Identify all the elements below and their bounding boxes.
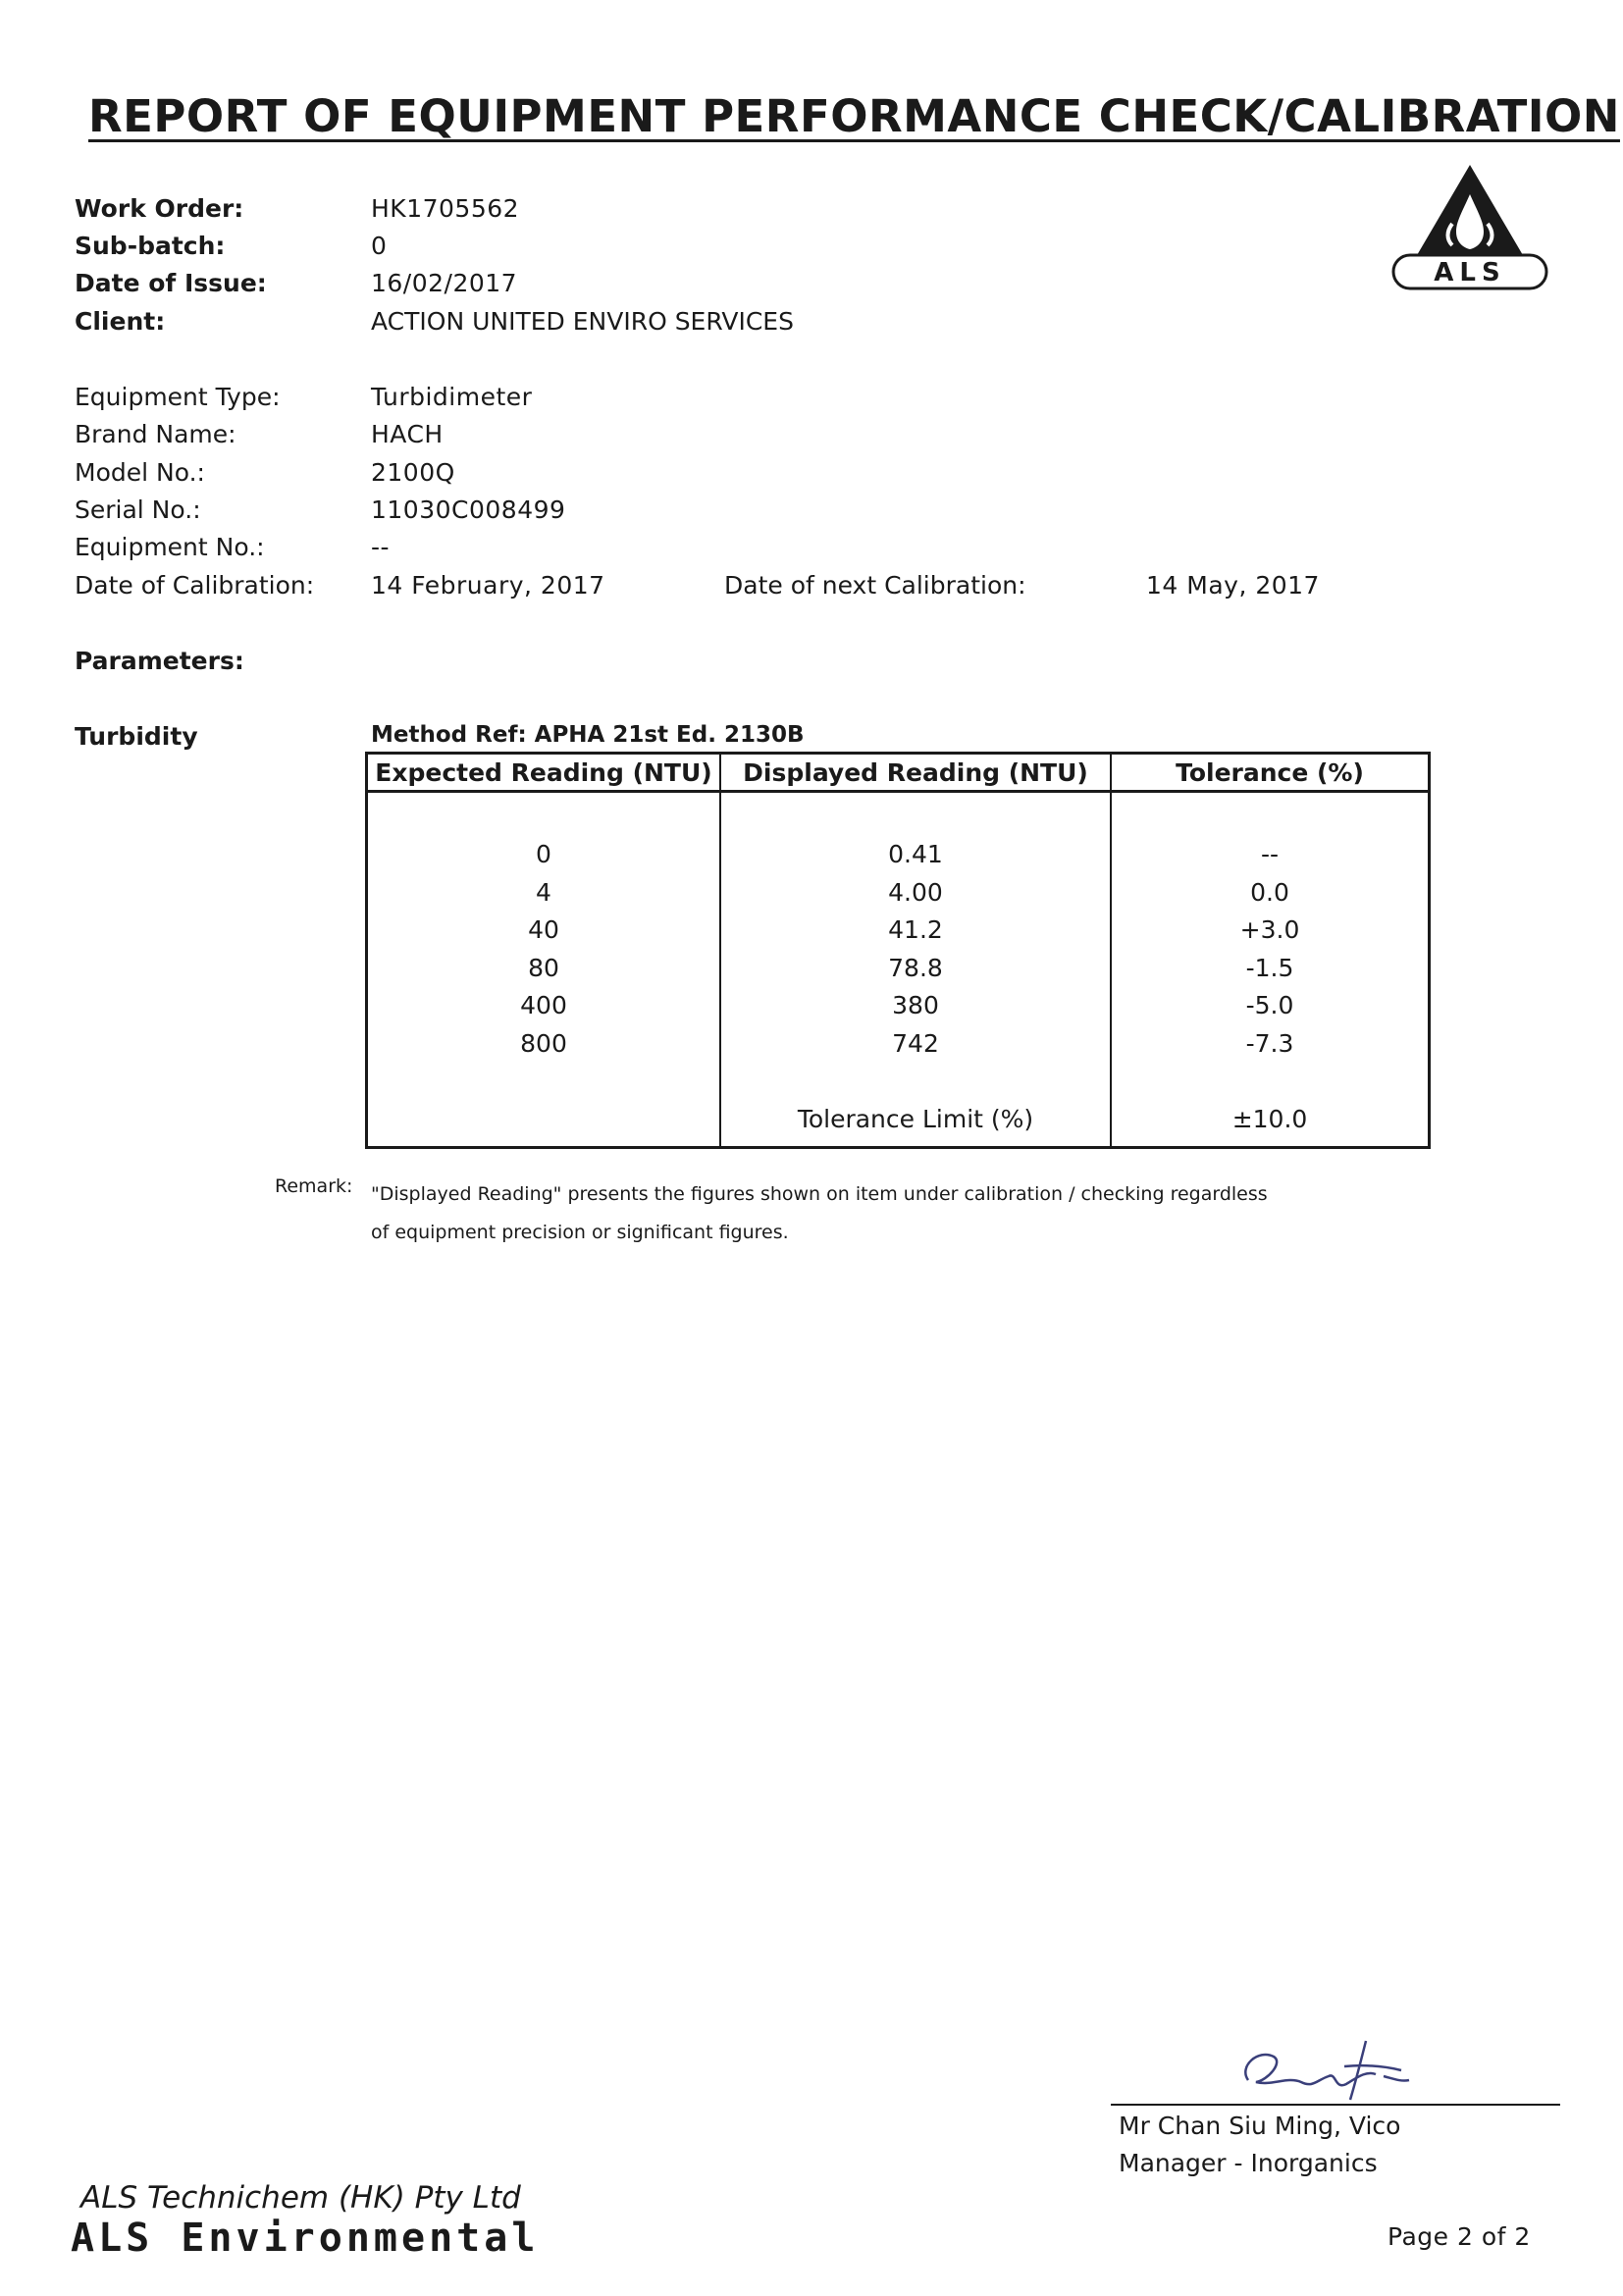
client-label: Client: xyxy=(75,307,166,336)
header-tolerance: Tolerance (%) xyxy=(1111,754,1430,792)
date-calibration-label: Date of Calibration: xyxy=(75,571,315,600)
header-displayed: Displayed Reading (NTU) xyxy=(720,754,1111,792)
sub-batch-label: Sub-batch: xyxy=(75,232,226,260)
next-calibration-value: 14 May, 2017 xyxy=(1146,571,1320,600)
brand-name-label: Brand Name: xyxy=(75,420,236,448)
parameter-name: Turbidity xyxy=(75,722,198,751)
remark-line: "Displayed Reading" presents the figures shown on item under calibration / checking regardless xyxy=(371,1183,1268,1205)
displayed-cell: 41.2 xyxy=(888,915,943,944)
expected-cell: 4 xyxy=(536,877,551,907)
table-header-row xyxy=(367,754,1430,792)
expected-cell: 40 xyxy=(528,915,559,944)
tolerance-limit-label: Tolerance Limit (%) xyxy=(797,1104,1034,1133)
report-title: REPORT OF EQUIPMENT PERFORMANCE CHECK/CALIBRATION xyxy=(88,90,1620,142)
displayed-cell: 78.8 xyxy=(888,953,943,982)
sub-batch-value: 0 xyxy=(371,232,388,260)
displayed-cell: 0.41 xyxy=(888,840,943,868)
tolerance-limit-value: ±10.0 xyxy=(1231,1104,1308,1133)
client-value: ACTION UNITED ENVIRO SERVICES xyxy=(371,307,794,336)
model-no-value: 2100Q xyxy=(371,458,455,487)
logo-text: ALS xyxy=(1434,258,1506,287)
equipment-no-label: Equipment No.: xyxy=(75,533,265,561)
tolerance-cell: 0.0 xyxy=(1250,877,1289,907)
date-calibration-value: 14 February, 2017 xyxy=(371,571,605,600)
remark-text xyxy=(371,1175,1333,1252)
tolerance-cell: -7.3 xyxy=(1245,1028,1294,1058)
signatory-name: Mr Chan Siu Ming, Vico xyxy=(1119,2112,1401,2140)
expected-cell: 400 xyxy=(520,991,567,1019)
tolerance-cell: -- xyxy=(1260,840,1280,868)
brand-name-value: HACH xyxy=(371,420,444,448)
equipment-no-value: -- xyxy=(371,533,391,561)
company-name: ALS Technichem (HK) Pty Ltd xyxy=(80,2180,521,2216)
tolerance-cell: -1.5 xyxy=(1245,953,1294,982)
parameters-label: Parameters: xyxy=(75,647,244,675)
signature-line xyxy=(1111,2104,1560,2106)
expected-cell: 0 xyxy=(536,840,551,868)
next-calibration-label: Date of next Calibration: xyxy=(724,571,1026,600)
page-number: Page 2 of 2 xyxy=(1387,2222,1531,2251)
displayed-cell: 380 xyxy=(892,991,939,1019)
method-reference: Method Ref: APHA 21st Ed. 2130B xyxy=(371,722,805,748)
table-body xyxy=(367,792,1430,1148)
calibration-table xyxy=(365,752,1431,1149)
serial-no-label: Serial No.: xyxy=(75,496,201,524)
expected-cell: 80 xyxy=(528,953,559,982)
equipment-type-value: Turbidimeter xyxy=(371,383,533,411)
signatory-title: Manager - Inorganics xyxy=(1119,2149,1378,2177)
expected-column xyxy=(367,792,721,1148)
date-issue-value: 16/02/2017 xyxy=(371,269,518,297)
header-expected: Expected Reading (NTU) xyxy=(367,754,721,792)
remark-line: of equipment precision or significant figures. xyxy=(371,1222,789,1243)
work-order-label: Work Order: xyxy=(75,194,244,223)
displayed-cell: 742 xyxy=(892,1028,939,1058)
work-order-value: HK1705562 xyxy=(371,194,520,223)
serial-no-value: 11030C008499 xyxy=(371,496,566,524)
tolerance-cell: -5.0 xyxy=(1245,991,1294,1019)
tolerance-column xyxy=(1111,792,1430,1148)
brand-wordmark: ALS Environmental xyxy=(71,2216,540,2261)
equipment-type-label: Equipment Type: xyxy=(75,383,281,411)
als-logo xyxy=(1391,161,1548,294)
tolerance-cell: +3.0 xyxy=(1239,915,1300,944)
date-issue-label: Date of Issue: xyxy=(75,269,267,297)
displayed-column xyxy=(720,792,1111,1148)
expected-cell: 800 xyxy=(520,1028,567,1058)
displayed-cell: 4.00 xyxy=(888,877,943,907)
model-no-label: Model No.: xyxy=(75,458,205,487)
remark-label: Remark: xyxy=(275,1175,353,1197)
